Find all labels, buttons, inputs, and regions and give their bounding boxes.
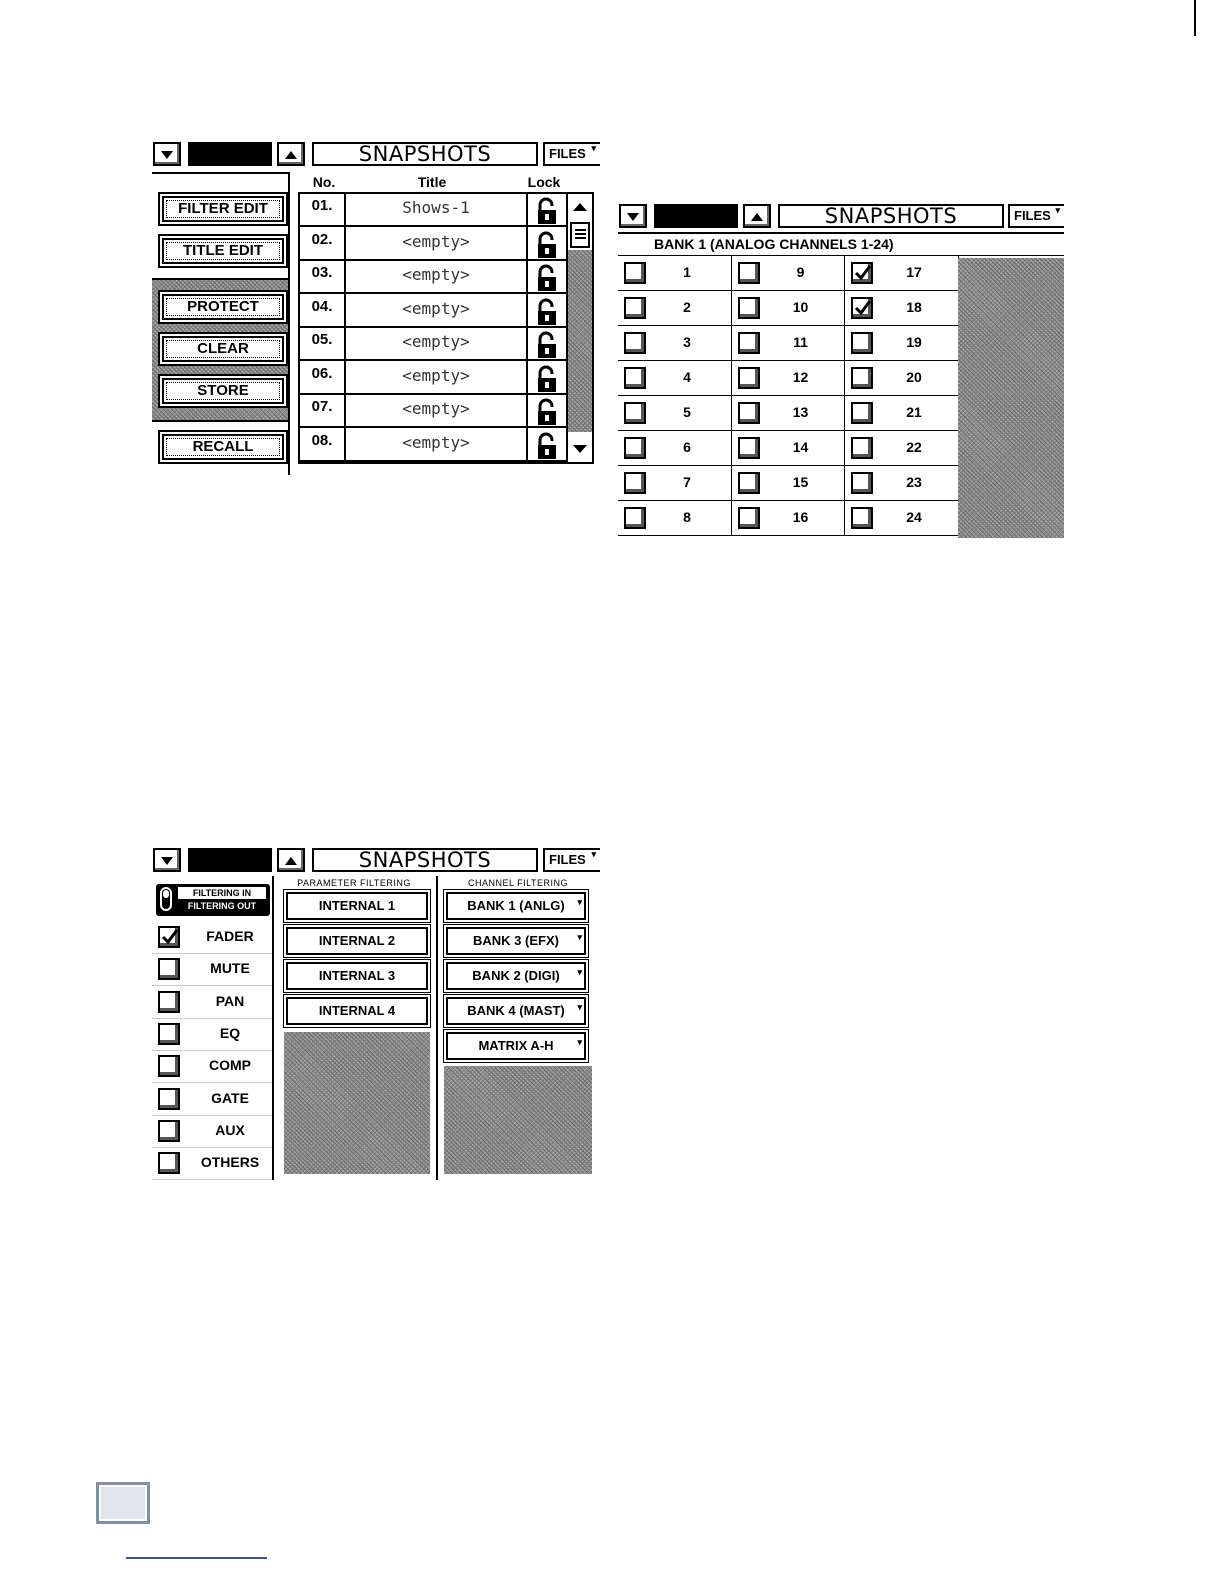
channel-number: 9 <box>796 264 805 280</box>
snapshot-number-display <box>188 142 272 166</box>
bank-label: BANK 4 (MAST) <box>467 1003 565 1018</box>
snapshot-number-display <box>188 848 272 872</box>
dropdown-tick-icon: ▾ <box>577 897 582 907</box>
scroll-down-button[interactable] <box>153 848 181 872</box>
filter-label: AUX <box>215 1121 245 1138</box>
toggle-switch-icon <box>160 887 172 911</box>
channel-checkbox[interactable] <box>851 507 873 529</box>
page-number-box <box>96 1482 150 1524</box>
channel-cell <box>732 501 846 536</box>
filter-label: OTHERS <box>200 1154 260 1171</box>
button-label: CLEAR <box>197 340 249 357</box>
filter-checkbox[interactable] <box>158 991 180 1013</box>
bank-label: BANK 2 (DIGI) <box>472 968 560 983</box>
channel-cell <box>618 466 732 501</box>
channel-checkbox[interactable] <box>624 507 646 529</box>
parameter-filter-list <box>152 922 272 1180</box>
lock-icon[interactable] <box>536 197 558 230</box>
triangle-down-icon <box>627 212 639 222</box>
divider <box>436 876 438 1180</box>
empty-area <box>284 1032 430 1174</box>
channel-number: 16 <box>792 509 809 525</box>
empty-area <box>958 258 1064 538</box>
channel-number: 4 <box>683 369 691 385</box>
channel-cell <box>618 326 732 361</box>
internal-button[interactable]: INTERNAL 2 <box>286 927 428 955</box>
channel-checkbox[interactable] <box>738 297 760 319</box>
channel-number: 24 <box>906 509 922 525</box>
title-bar <box>152 140 600 170</box>
channel-checkbox[interactable] <box>738 507 760 529</box>
filter-row <box>152 1148 272 1180</box>
channel-number: 15 <box>792 474 809 490</box>
bank-dropdown-button[interactable] <box>446 962 586 990</box>
snapshot-title: <empty> <box>402 399 470 418</box>
channel-checkbox[interactable] <box>738 472 760 494</box>
divider <box>152 278 288 280</box>
filter-checkbox[interactable] <box>158 1120 180 1142</box>
button-label: TITLE EDIT <box>183 242 263 259</box>
channel-number: 3 <box>683 334 691 350</box>
scrollbar[interactable] <box>566 194 592 462</box>
column-header-lock: Lock <box>527 174 561 190</box>
scroll-down-arrow-icon[interactable] <box>573 444 587 454</box>
snapshots-list-panel <box>152 140 600 475</box>
snapshot-number: 04. <box>311 297 333 315</box>
button-label: FILTER EDIT <box>178 200 268 217</box>
channel-checkbox[interactable] <box>624 437 646 459</box>
channel-number: 23 <box>906 474 922 490</box>
channel-checkbox[interactable] <box>851 332 873 354</box>
lock-icon[interactable] <box>536 432 558 465</box>
table-row[interactable] <box>300 261 566 294</box>
parameter-filtering-header: PARAMETER FILTERING <box>297 878 411 888</box>
channel-number: 17 <box>906 264 922 280</box>
filter-row <box>152 954 272 986</box>
dropdown-tick-icon: ▾ <box>591 143 596 153</box>
table-row[interactable] <box>300 328 566 361</box>
snapshot-title: <empty> <box>402 432 470 452</box>
snapshot-number: 03. <box>311 264 333 281</box>
triangle-down-icon <box>161 150 173 160</box>
protect-button[interactable] <box>162 294 284 320</box>
button-label: RECALL <box>192 438 254 455</box>
column-header-title: Title <box>417 174 447 190</box>
snapshot-title: <empty> <box>402 265 470 284</box>
files-button[interactable] <box>543 848 600 872</box>
title-edit-button[interactable] <box>162 238 284 264</box>
filter-label: GATE <box>211 1089 249 1106</box>
filter-checkbox[interactable] <box>158 926 180 948</box>
scroll-up-arrow-icon[interactable] <box>573 202 587 212</box>
channel-number: 10 <box>792 299 809 315</box>
bank-header <box>618 232 1064 256</box>
filter-checkbox[interactable] <box>158 1055 180 1077</box>
scroll-track[interactable] <box>568 250 592 432</box>
filter-label: FADER <box>206 928 254 944</box>
title-bar <box>618 202 1064 232</box>
bank-dropdown-button[interactable] <box>446 997 586 1025</box>
table-row[interactable] <box>300 395 566 428</box>
channel-checkbox[interactable] <box>624 367 646 389</box>
channel-checkbox[interactable] <box>624 332 646 354</box>
dropdown-tick-icon: ▾ <box>577 967 582 977</box>
bank-dropdown-button[interactable] <box>446 1032 586 1060</box>
channel-checkbox[interactable] <box>851 402 873 424</box>
dropdown-tick-icon: ▾ <box>1055 205 1060 215</box>
divider <box>152 420 288 422</box>
channel-cell <box>845 256 959 291</box>
snapshot-title: <empty> <box>402 332 470 351</box>
button-label: PROTECT <box>187 298 259 315</box>
triangle-up-icon <box>285 150 297 160</box>
lock-icon[interactable] <box>536 298 558 331</box>
filter-checkbox[interactable] <box>158 1088 180 1110</box>
lock-icon[interactable] <box>536 365 558 398</box>
table-row[interactable] <box>300 228 566 261</box>
internal-button[interactable]: INTERNAL 4 <box>286 997 428 1025</box>
channel-cell <box>845 291 959 326</box>
scroll-up-button[interactable] <box>277 848 305 872</box>
channel-cell <box>618 361 732 396</box>
triangle-down-icon <box>161 856 173 866</box>
channel-filtering-header: CHANNEL FILTERING <box>467 878 568 888</box>
channel-cell <box>732 396 846 431</box>
dropdown-tick-icon: ▾ <box>577 1002 582 1012</box>
filtering-out-label: FILTERING OUT <box>187 901 257 911</box>
scroll-thumb[interactable] <box>570 222 590 248</box>
channel-select-panel <box>618 202 1064 538</box>
table-row[interactable] <box>300 429 566 462</box>
channel-number: 2 <box>683 299 691 315</box>
lock-icon[interactable] <box>536 264 558 297</box>
filtering-in-label: FILTERING IN <box>178 887 266 899</box>
snapshot-table <box>298 192 594 464</box>
scroll-up-button[interactable] <box>743 204 771 228</box>
snapshot-number: 06. <box>311 364 333 382</box>
channel-number: 11 <box>793 334 808 350</box>
filter-checkbox[interactable] <box>158 1152 180 1174</box>
bank-label: BANK 1 (ANLG) <box>467 898 565 913</box>
panel-title: SNAPSHOTS <box>312 142 538 166</box>
bank-dropdown-button[interactable] <box>446 892 586 920</box>
table-row[interactable] <box>300 194 566 227</box>
channel-cell <box>618 291 732 326</box>
snapshot-number: 01. <box>311 197 333 214</box>
channel-checkbox[interactable] <box>624 262 646 284</box>
channel-grid <box>618 256 958 538</box>
channel-checkbox[interactable] <box>738 402 760 424</box>
channel-number: 22 <box>906 439 922 455</box>
channel-cell <box>845 466 959 501</box>
filter-label: PAN <box>215 992 245 1009</box>
channel-number: 5 <box>683 404 691 420</box>
channel-checkbox[interactable] <box>624 472 646 494</box>
table-body <box>300 194 566 462</box>
lock-icon[interactable] <box>536 231 558 264</box>
table-row[interactable] <box>300 362 566 395</box>
scroll-down-button[interactable] <box>619 204 647 228</box>
files-button[interactable] <box>543 142 600 166</box>
filter-row <box>152 1051 272 1083</box>
channel-cell <box>732 256 846 291</box>
page-edge-rule <box>1194 0 1196 36</box>
channel-number: 18 <box>906 299 922 315</box>
internal-button[interactable]: INTERNAL 3 <box>286 962 428 990</box>
channel-number: 13 <box>792 404 809 420</box>
internal-button[interactable]: INTERNAL 1 <box>286 892 428 920</box>
channel-number: 6 <box>683 439 691 455</box>
channel-number: 7 <box>683 474 691 490</box>
lock-icon[interactable] <box>536 398 558 431</box>
page-footer-line <box>126 1557 267 1559</box>
triangle-up-icon <box>751 212 763 222</box>
dropdown-tick-icon: ▾ <box>577 1037 582 1047</box>
channel-cell <box>732 326 846 361</box>
filter-checkbox[interactable] <box>158 958 180 980</box>
filter-edit-button[interactable] <box>162 196 284 222</box>
channel-checkbox[interactable] <box>851 472 873 494</box>
snapshot-title: <empty> <box>402 298 470 318</box>
snapshot-title: <empty> <box>402 231 470 251</box>
title-bar <box>152 846 600 876</box>
channel-cell <box>845 396 959 431</box>
channel-number: 20 <box>906 369 922 385</box>
channel-number: 21 <box>906 404 922 420</box>
snapshot-number: 08. <box>311 431 333 449</box>
channel-number: 14 <box>792 439 809 455</box>
files-label: FILES <box>549 146 586 161</box>
bank-label: BANK 1 (ANALOG CHANNELS 1-24) <box>654 236 894 252</box>
channel-cell <box>732 361 846 396</box>
channel-checkbox[interactable] <box>738 367 760 389</box>
triangle-up-icon <box>285 856 297 866</box>
snapshot-number: 07. <box>311 398 333 415</box>
lock-icon[interactable] <box>536 331 558 364</box>
snapshot-number: 02. <box>311 230 333 248</box>
clear-button[interactable] <box>162 336 284 362</box>
channel-cell <box>845 361 959 396</box>
channel-checkbox[interactable] <box>851 367 873 389</box>
filter-row <box>152 1084 272 1116</box>
channel-number: 8 <box>683 509 691 525</box>
bank-label: MATRIX A-H <box>478 1038 554 1053</box>
snapshot-number: 05. <box>311 331 333 348</box>
channel-number: 19 <box>906 334 922 350</box>
dropdown-tick-icon: ▾ <box>577 932 582 942</box>
channel-checkbox[interactable] <box>851 262 873 284</box>
channel-checkbox[interactable] <box>851 297 873 319</box>
filter-checkbox[interactable] <box>158 1023 180 1045</box>
empty-area <box>444 1066 592 1174</box>
bank-dropdown-button[interactable] <box>446 927 586 955</box>
snapshot-title: Shows-1 <box>402 198 470 217</box>
channel-checkbox[interactable] <box>738 332 760 354</box>
files-button[interactable] <box>1008 204 1064 228</box>
filter-label: COMP <box>209 1057 251 1074</box>
channel-cell <box>732 466 846 501</box>
panel-title: SNAPSHOTS <box>778 204 1004 228</box>
divider <box>272 876 274 1180</box>
channel-cell <box>618 256 732 291</box>
channel-cell <box>732 291 846 326</box>
channel-checkbox[interactable] <box>851 437 873 459</box>
filter-label: MUTE <box>210 960 250 977</box>
button-label: STORE <box>197 382 249 399</box>
filter-row <box>152 1019 272 1051</box>
recall-button[interactable] <box>162 434 284 460</box>
filtering-in-out-toggle[interactable] <box>156 884 270 916</box>
filter-row <box>152 922 272 954</box>
filter-row <box>152 1116 272 1148</box>
channel-checkbox[interactable] <box>624 297 646 319</box>
channel-number: 1 <box>683 264 691 280</box>
snapshot-title: <empty> <box>402 365 470 385</box>
snapshot-number-display <box>654 204 738 228</box>
channel-number: 12 <box>792 369 809 385</box>
channel-cell <box>845 326 959 361</box>
filter-row <box>152 987 272 1019</box>
filter-label: EQ <box>219 1024 241 1041</box>
bank-label: BANK 3 (EFX) <box>473 933 559 948</box>
filter-edit-panel <box>152 846 600 1180</box>
files-label: FILES <box>549 852 586 867</box>
scroll-up-button[interactable] <box>277 142 305 166</box>
scroll-down-button[interactable] <box>153 142 181 166</box>
channel-cell <box>732 431 846 466</box>
channel-cell <box>845 501 959 536</box>
column-header-no: No. <box>312 174 336 190</box>
channel-cell <box>618 501 732 536</box>
channel-cell <box>618 431 732 466</box>
channel-cell <box>618 396 732 431</box>
store-button[interactable] <box>162 378 284 404</box>
files-label: FILES <box>1014 208 1051 223</box>
channel-checkbox[interactable] <box>738 262 760 284</box>
channel-checkbox[interactable] <box>624 402 646 424</box>
panel-title: SNAPSHOTS <box>312 848 538 872</box>
dropdown-tick-icon: ▾ <box>591 849 596 859</box>
table-row[interactable] <box>300 295 566 328</box>
channel-cell <box>845 431 959 466</box>
channel-checkbox[interactable] <box>738 437 760 459</box>
